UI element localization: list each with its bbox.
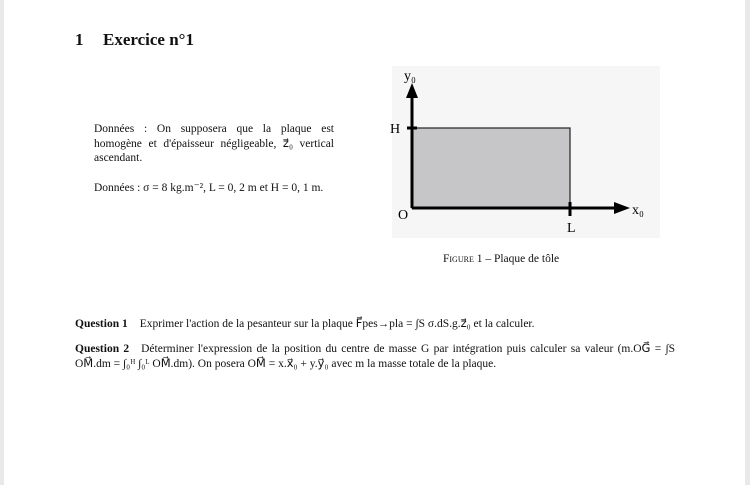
figure-plate [392,66,660,238]
donnees-paragraph-1: Données : On supposera que la plaque est homogène et d'épaisseur négligeable, z⃗₀ vertical ascendant. [94,123,334,164]
question-2-label: Question 2 [75,343,130,355]
x-axis-arrow [614,202,630,214]
caption-prefix: Figure 1 [443,253,483,265]
question-1-text: Exprimer l'action de la pesanteur sur la plaque F⃗pes→pla = ∫S σ.dS.g.z⃗₀ et la calculer. [139,318,535,330]
y-axis-arrow [406,83,418,98]
section-heading: Exercice n°1 [103,30,194,49]
origin-label: O [398,208,409,223]
question-2-text: Déterminer l'expression de la position du centre de masse G par intégration puis calculer sa valeur (m.OG⃗ = ∫S OM⃗.dm = ∫₀ᴴ ∫₀ᴸ OM⃗.dm). On posera OM⃗ = x.x⃗₀ + y.y⃗₀ avec m la masse totale de la plaque. [75,343,675,370]
section-title [75,30,194,50]
plate-diagram [392,66,660,238]
question-1 [75,317,675,332]
plate-rectangle [412,128,570,208]
question-2 [75,342,675,371]
x-axis-label: x₀ [632,203,644,218]
figure-caption [443,253,559,265]
section-number: 1 [75,30,84,49]
l-label: L [567,221,576,236]
y-axis-label: y₀ [404,69,416,84]
question-1-label: Question 1 [75,318,128,330]
h-label: H [390,122,401,137]
caption-text: – Plaque de tôle [482,253,560,265]
donnees-paragraph-2: Données : σ = 8 kg.m⁻², L = 0, 2 m et H = 0, 1 m. [94,182,324,194]
